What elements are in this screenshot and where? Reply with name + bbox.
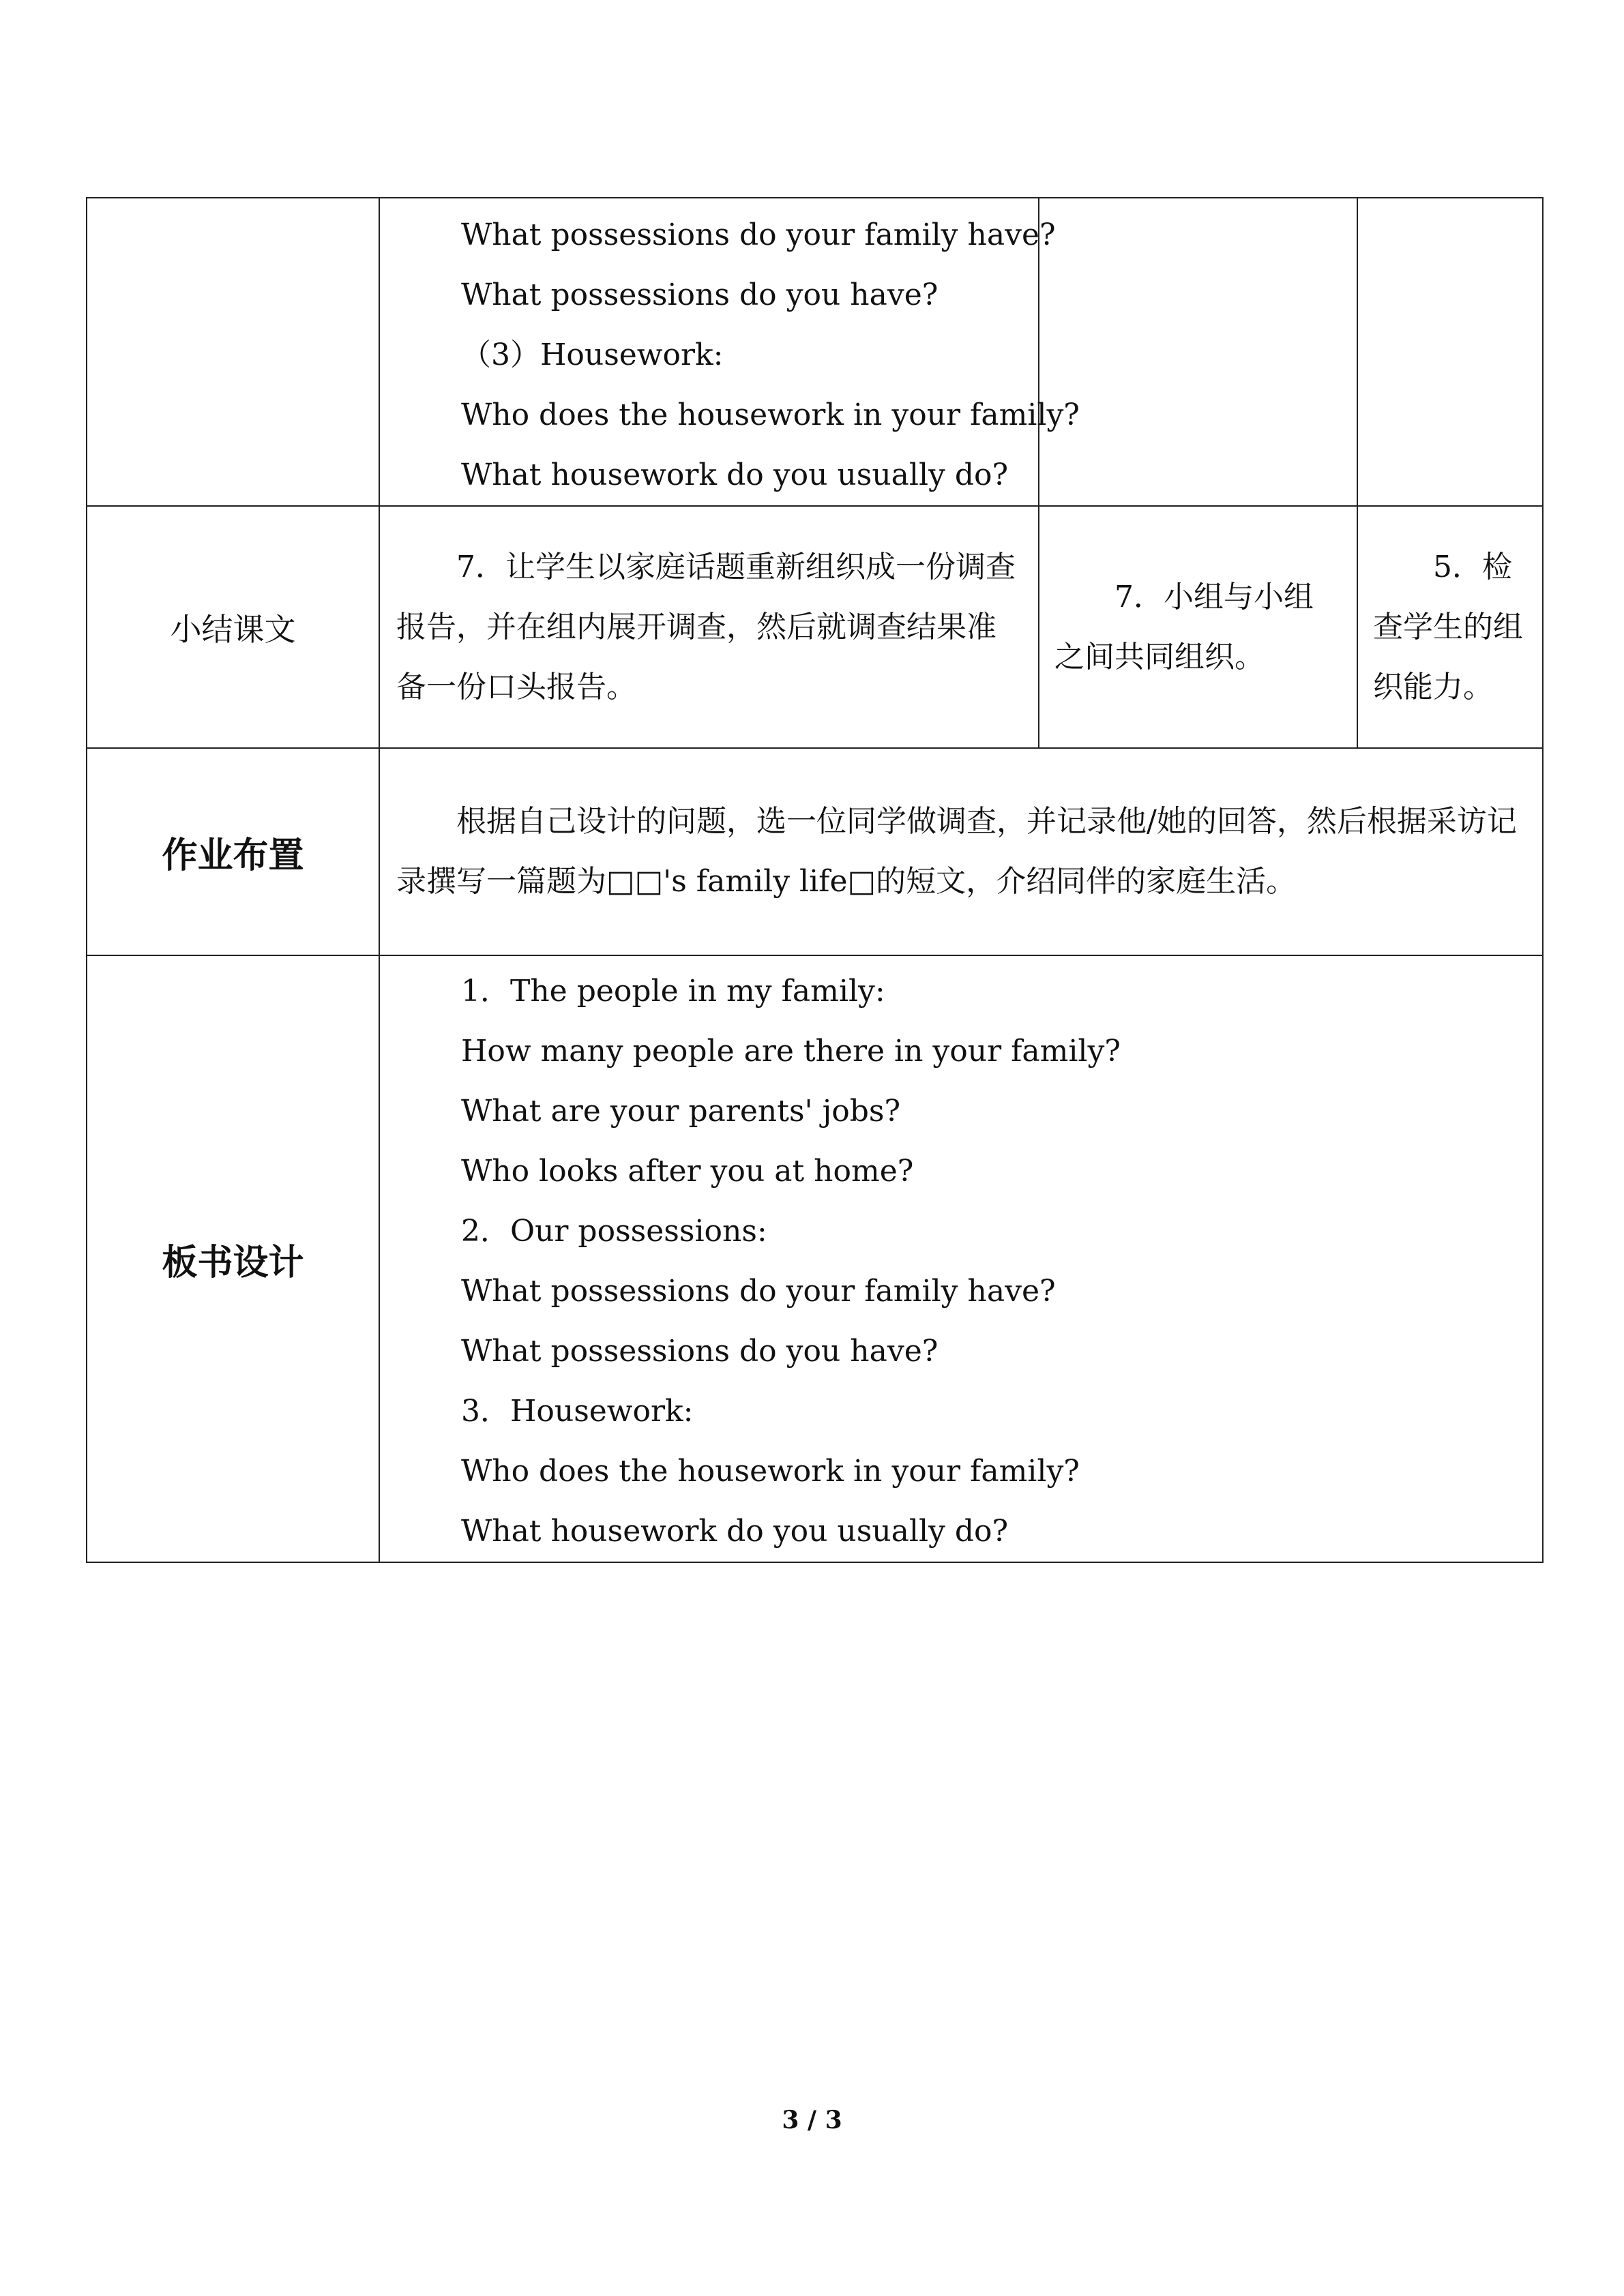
content-line: Who does the housework in your family? (461, 398, 1080, 432)
board-design-label: 板书设计 (162, 1242, 304, 1283)
content-line: What possessions do you have? (461, 278, 939, 312)
row1-student-cell (1039, 198, 1357, 506)
table-row (87, 748, 1543, 955)
summary-intent-cell (1357, 506, 1543, 748)
content-line: What housework do you usually do? (461, 458, 1009, 492)
row1-intent-cell (1357, 198, 1543, 506)
board-line: What are your parents' jobs? (461, 1094, 901, 1129)
board-line: 3．Housework: (461, 1394, 694, 1429)
summary-label: 小结课文 (170, 610, 296, 648)
summary-label-cell (87, 506, 379, 748)
board-line: What housework do you usually do? (461, 1514, 1009, 1549)
board-content-cell (379, 955, 1543, 1562)
board-label-cell (87, 955, 379, 1562)
table-row (87, 506, 1543, 748)
board-line: How many people are there in your family? (461, 1034, 1121, 1069)
board-line: What possessions do your family have? (461, 1274, 1056, 1309)
summary-student-cell (1039, 506, 1357, 748)
board-line: 1．The people in my family: (461, 974, 885, 1009)
board-line: 2．Our possessions: (461, 1214, 767, 1249)
page-number: 3 / 3 (782, 2106, 842, 2134)
student-activity-text: 7．小组与小组之间共同组织。 (1054, 579, 1314, 674)
table-row (87, 198, 1543, 506)
board-line: Who does the housework in your family? (461, 1454, 1080, 1489)
row1-label-cell (87, 198, 379, 506)
homework-label: 作业布置 (162, 835, 304, 876)
homework-text: 根据自己设计的问题，选一位同学做调查，并记录他/她的回答，然后根据采访记录撰写一篇题为□□'s family life□的短文，介绍同伴的家庭生活。 (396, 804, 1517, 899)
intent-text: 5．检查学生的组织能力。 (1373, 549, 1523, 704)
row1-content-cell (379, 198, 1080, 506)
teacher-activity-text: 7．让学生以家庭话题重新组织成一份调查报告，并在组内展开调查，然后就调查结果准备一份口头报告。 (396, 549, 1016, 704)
homework-label-cell (87, 748, 379, 955)
summary-teacher-cell (379, 506, 1039, 748)
board-line: What possessions do you have? (461, 1334, 939, 1369)
content-line: （3）Housework: (461, 338, 724, 372)
table-row (87, 955, 1543, 1562)
lesson-plan-table (86, 197, 1544, 1563)
homework-content-cell (379, 748, 1543, 955)
board-line: Who looks after you at home? (461, 1154, 914, 1189)
content-line: What possessions do your family have? (461, 218, 1056, 252)
